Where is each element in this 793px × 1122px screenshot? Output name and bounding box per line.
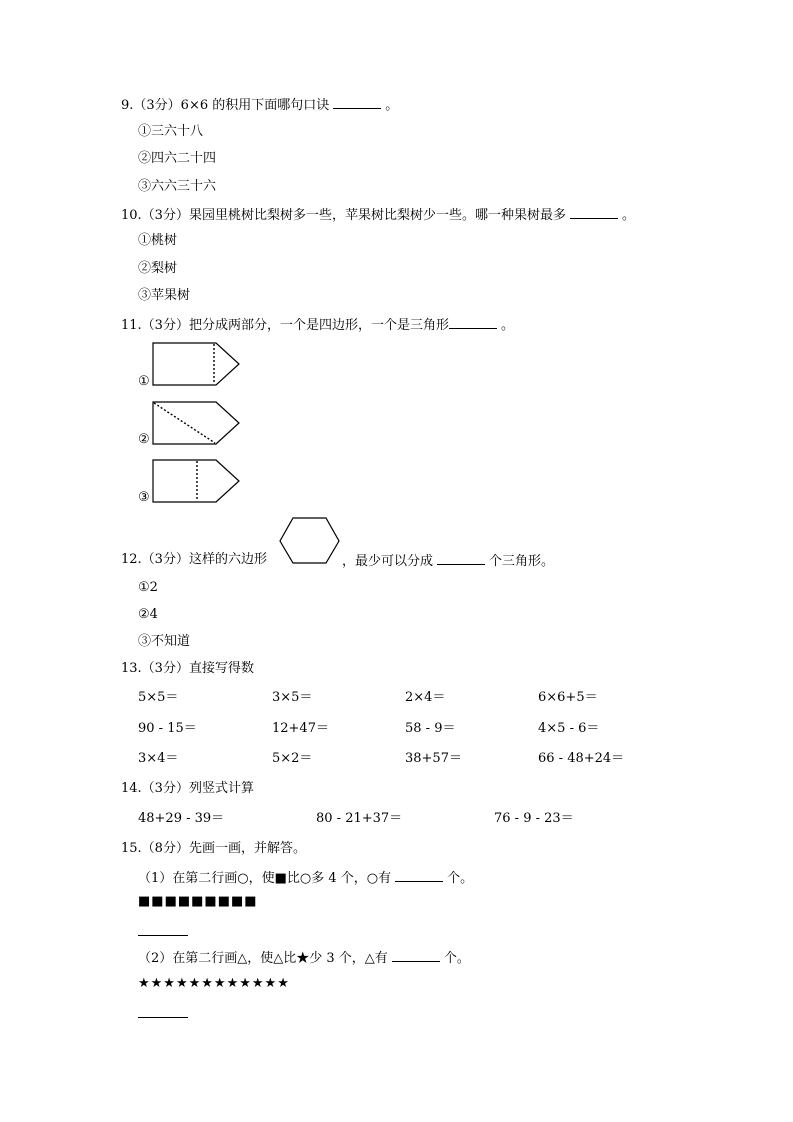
q10-option-2: ②梨树 bbox=[138, 261, 178, 276]
q11-figure-3 bbox=[152, 459, 244, 503]
q15-part1-end: 个。 bbox=[447, 871, 474, 886]
q12-option-2: ②4 bbox=[138, 607, 158, 622]
q15-stem: 15.（8分）先画一画，并解答。 bbox=[121, 841, 306, 856]
q13-cell-r1-c3: 2×4＝ bbox=[405, 690, 446, 705]
q14-item-2: 80 - 21+37＝ bbox=[316, 811, 403, 826]
q11-option-3-label: ③ bbox=[138, 490, 150, 505]
q15-part2-text: （2）在第二行画△，使△比★少 3 个，△有 bbox=[138, 951, 388, 966]
q11-figure-2 bbox=[152, 401, 244, 445]
q13-cell-r2-c1: 90 - 15＝ bbox=[138, 721, 197, 736]
q10-stem: 10.（3分）果园里桃树比梨树多一些，苹果树比梨树少一些。哪一种果树最多 bbox=[121, 208, 566, 223]
q13-cell-r2-c3: 58 - 9＝ bbox=[405, 721, 456, 736]
q13-cell-r3-c3: 38+57＝ bbox=[405, 751, 462, 766]
q11-answer-blank[interactable] bbox=[449, 316, 497, 329]
q13-cell-r2-c4: 4×5 - 6＝ bbox=[538, 721, 600, 736]
q15-part2-end: 个。 bbox=[443, 951, 470, 966]
q14-stem: 14.（3分）列竖式计算 bbox=[121, 781, 254, 796]
q15-part1-drawing-line[interactable] bbox=[138, 935, 188, 936]
q13-cell-r3-c2: 5×2＝ bbox=[272, 751, 313, 766]
q13-cell-r1-c1: 5×5＝ bbox=[138, 690, 179, 705]
q10-option-3: ③苹果树 bbox=[138, 288, 191, 303]
q15-part2-drawing-line[interactable] bbox=[138, 1017, 188, 1018]
q14-item-1: 48+29 - 39＝ bbox=[138, 811, 225, 826]
q15-part2-answer-blank[interactable] bbox=[392, 949, 440, 962]
q10-option-1: ①桃树 bbox=[138, 233, 178, 248]
q13-cell-r3-c1: 3×4＝ bbox=[138, 751, 179, 766]
q9-option-3: ③六六三十六 bbox=[138, 179, 217, 194]
q10-stem-line bbox=[121, 206, 635, 224]
q10-answer-blank[interactable] bbox=[570, 206, 618, 219]
q11-stem: 11.（3分）把分成两部分，一个是四边形，一个是三角形 bbox=[121, 318, 449, 333]
q9-answer-blank[interactable] bbox=[333, 96, 381, 109]
q15-part2-stars: ★★★★★★★★★★★★ bbox=[138, 976, 290, 991]
q12-stem-before: 12.（3分）这样的六边形 bbox=[121, 552, 267, 567]
q11-figure-1 bbox=[152, 342, 244, 386]
q9-option-1: ①三六十八 bbox=[138, 124, 204, 139]
q12-answer-blank[interactable] bbox=[437, 552, 485, 565]
q11-end: 。 bbox=[500, 318, 514, 333]
q11-option-2-label: ② bbox=[138, 432, 150, 447]
q15-part1-squares: ■■■■■■■■■ bbox=[138, 894, 258, 909]
q13-cell-r2-c2: 12+47＝ bbox=[272, 721, 329, 736]
q12-stem-after: ，最少可以分成 bbox=[342, 554, 434, 569]
q10-end: 。 bbox=[621, 208, 635, 223]
q14-item-3: 76 - 9 - 23＝ bbox=[494, 811, 574, 826]
q9-stem-line bbox=[121, 96, 398, 114]
q12-option-1: ①2 bbox=[138, 580, 158, 595]
q9-stem: 9.（3分）6×6 的积用下面哪句口诀 bbox=[121, 98, 330, 113]
q12-stem-end: 个三角形。 bbox=[489, 554, 555, 569]
q12-option-3: ③不知道 bbox=[138, 634, 191, 649]
q9-end: 。 bbox=[385, 98, 399, 113]
q13-cell-r3-c4: 66 - 48+24＝ bbox=[538, 751, 625, 766]
q15-part1-answer-blank[interactable] bbox=[395, 869, 443, 882]
q15-part2-line bbox=[138, 949, 470, 967]
q9-option-2: ②四六二十四 bbox=[138, 151, 217, 166]
q11-option-1-label: ① bbox=[138, 374, 150, 389]
q15-part1-line bbox=[138, 869, 473, 887]
q13-cell-r1-c4: 6×6+5＝ bbox=[538, 690, 598, 705]
q11-stem-line bbox=[121, 316, 514, 334]
q13-stem: 13.（3分）直接写得数 bbox=[121, 661, 254, 676]
q13-cell-r1-c2: 3×5＝ bbox=[272, 690, 313, 705]
q12-hexagon-figure bbox=[279, 517, 341, 565]
q15-part1-text: （1）在第二行画○，使■比○多 4 个，○有 bbox=[138, 871, 392, 886]
q12-stem-after-line bbox=[342, 552, 554, 570]
